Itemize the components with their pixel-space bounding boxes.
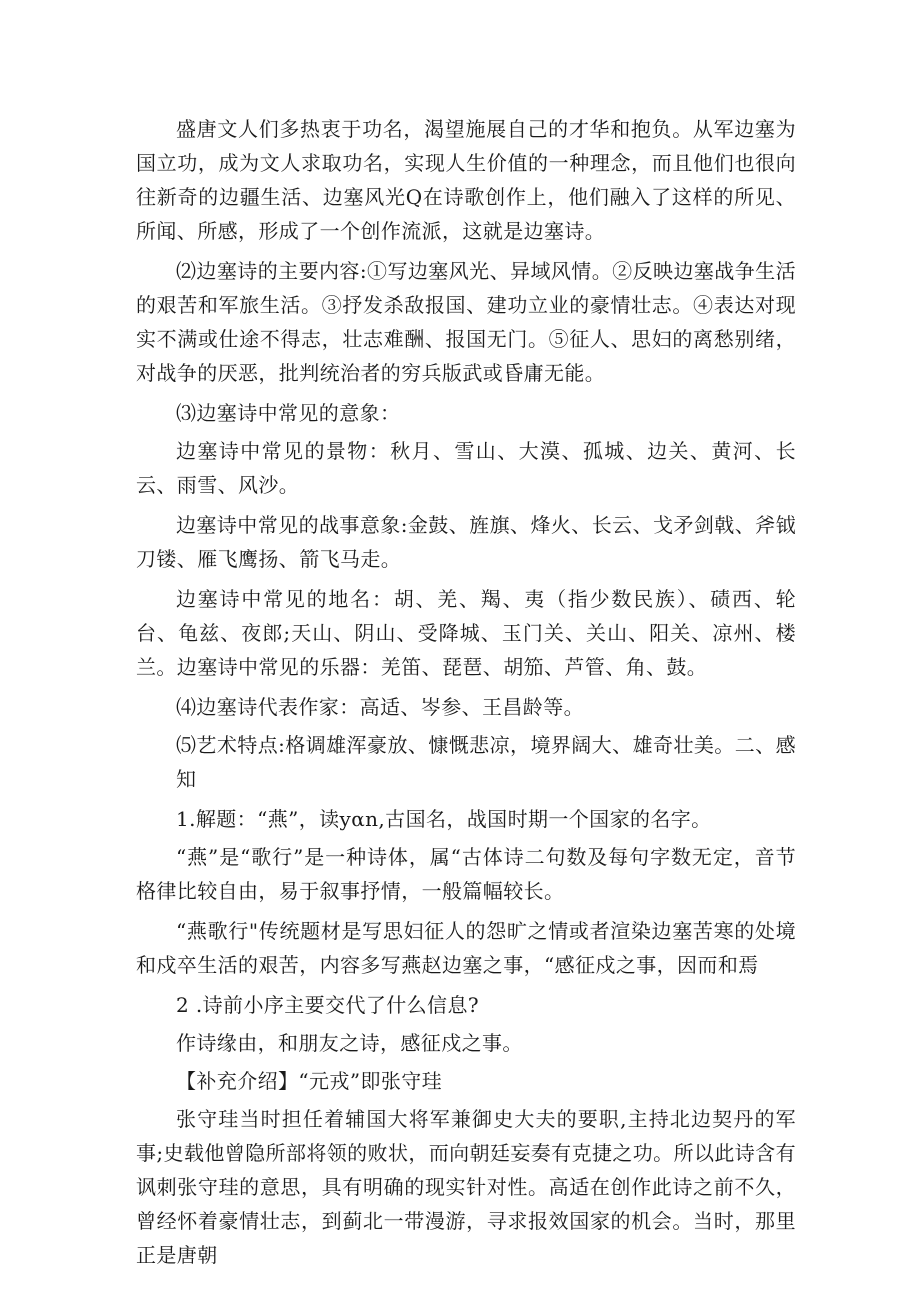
paragraph-supplement-body: 张守珪当时担任着辅国大将军兼御史大夫的要职,主持北边契丹的军事;史载他曾隐所部将领的败状，而向朝廷妄奏有克捷之功。所以此诗含有讽刺张守珪的意思，具有明确的现实针对性。高适在创作此诗之前不久，曾经怀着豪情壮志，到蓟北一带漫游，寻求报效国家的机会。当时，那里正是唐朝 bbox=[136, 1107, 796, 1267]
paragraph-answer: 作诗缘由，和朋友之诗，感征戍之事。 bbox=[176, 1031, 523, 1055]
paragraph-theme: “燕歌行"传统题材是写思妇征人的怨旷之情或者渲染边塞苦寒的处境和戍卒生活的艰苦，内容多写燕赵边塞之事，“感征戍之事，因而和焉 bbox=[136, 919, 796, 977]
paragraph-supplement-heading: 【补充介绍】“元戎”即张守珪 bbox=[176, 1069, 443, 1093]
paragraph-scenery: 边塞诗中常见的景物：秋月、雪山、大漠、孤城、边关、黄河、长云、雨雪、风沙。 bbox=[136, 439, 796, 497]
paragraph-authors: ⑷边塞诗代表作家：高适、岑参、王昌龄等。 bbox=[176, 695, 584, 719]
paragraph-title-explanation: 1.解题：“燕”，读yαn,古国名，战国时期一个国家的名字。 bbox=[176, 807, 712, 831]
paragraph-place-names: 边塞诗中常见的地名：胡、羌、羯、夷（指少数民族）、碛西、轮台、龟兹、夜郎;天山、阴山、受降城、玉门关、关山、阳关、凉州、楼兰。边塞诗中常见的乐器：羌笛、琵琶、胡笳、芦管、角、鼓。 bbox=[136, 587, 796, 679]
paragraph-art-features: ⑸艺术特点:格调雄浑豪放、慷慨悲凉，境界阔大、雄奇壮美。二、感知 bbox=[176, 733, 796, 791]
paragraph-main-content: ⑵边塞诗的主要内容:①写边塞风光、异域风情。②反映边塞战争生活的艰苦和军旅生活。③抒发杀敌报国、建功立业的豪情壮志。④表达对现实不满或仕途不得志，壮志难酬、报国无门。⑤征人、思妇的离愁别绪，对战争的厌恶，批判统治者的穷兵版武或昏庸无能。 bbox=[136, 259, 796, 385]
paragraph-war-imagery: 边塞诗中常见的战事意象:金鼓、旌旗、烽火、长云、戈矛剑戟、斧钺刀镂、雁飞鹰扬、箭飞马走。 bbox=[136, 513, 796, 571]
paragraph-imagery-heading: ⑶边塞诗中常见的意象： bbox=[176, 401, 401, 425]
paragraph-question: 2 .诗前小序主要交代了什么信息? bbox=[176, 993, 479, 1017]
paragraph-genre: “燕”是“歌行”是一种诗体，属“古体诗二句数及每句字数无定，音节格律比较自由，易于叙事抒情，一般篇幅较长。 bbox=[136, 845, 796, 903]
paragraph-intro: 盛唐文人们多热衷于功名，渴望施展自己的才华和抱负。从军边塞为国立功，成为文人求取功名，实现人生价值的一种理念，而且他们也很向往新奇的边疆生活、边塞风光Q在诗歌创作上，他们融入了这样的所见、所闻、所感，形成了一个创作流派，这就是边塞诗。 bbox=[136, 117, 796, 243]
document-page bbox=[136, 112, 796, 1278]
